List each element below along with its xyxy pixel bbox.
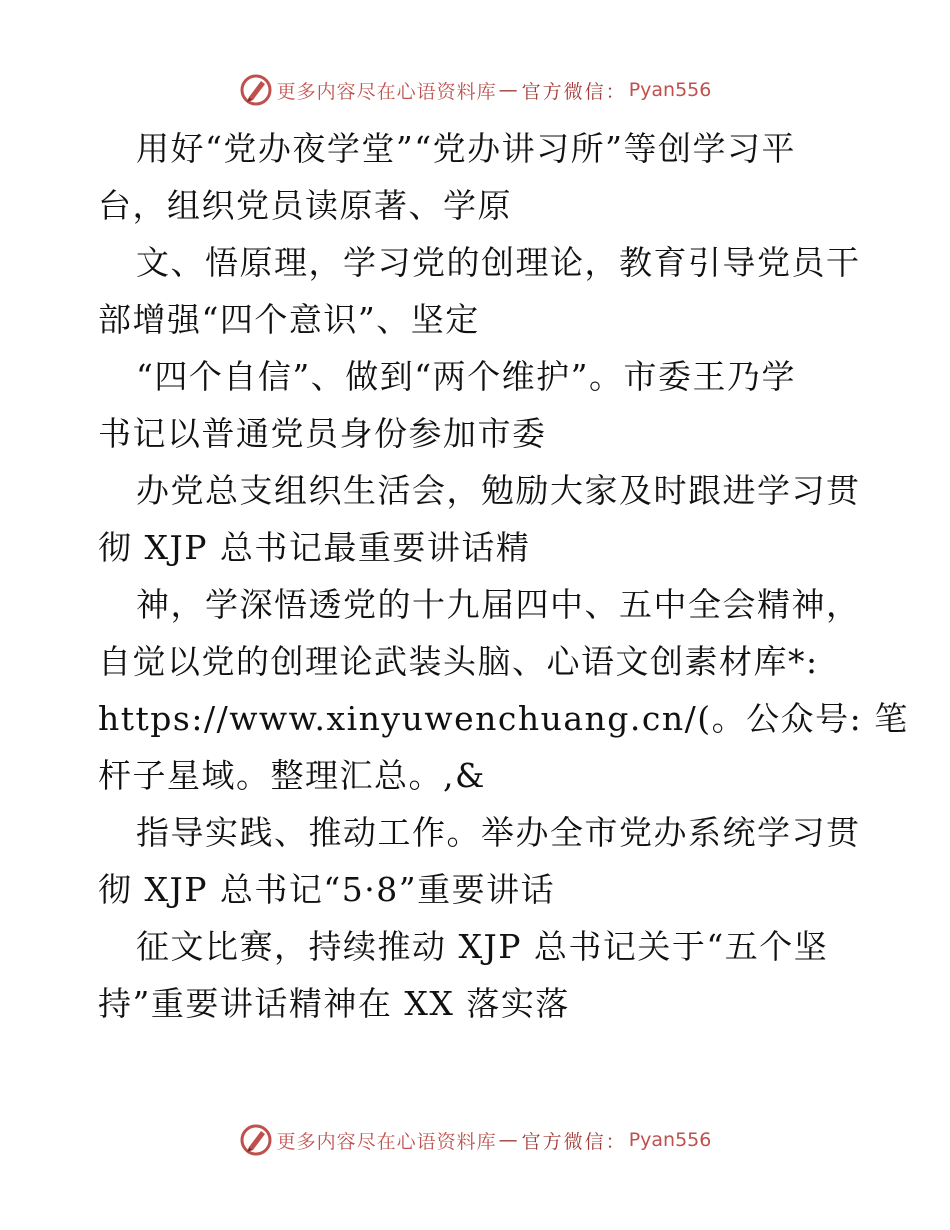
watermark-text: 更多内容尽在心语资料库 xyxy=(276,80,497,103)
logo-pen-icon xyxy=(239,73,273,107)
paragraph-5: 神，学深悟透党的十九届四中、五中全会精神， 自觉以党的创理论武装头脑、心语文创素材库*: https://www.xinyuwenchuang.cn/(。公众号: 笔 杆子星域。整理汇总。,& xyxy=(98,585,909,795)
watermark-text: 更多内容尽在心语资料库 xyxy=(276,1130,497,1153)
logo-pen-icon xyxy=(239,1123,273,1157)
paragraph-1: 用好“党办夜学堂”“党办讲习所”等创学习平 台，组织党员读原著、学原 xyxy=(98,129,796,225)
document-body xyxy=(98,120,909,1032)
footer-watermark xyxy=(0,1123,950,1157)
paragraph-2: 文、悟原理，学习党的创理论，教育引导党员干 部增强“四个意识”、坚定 xyxy=(98,243,861,339)
watermark-wechat-label: 官方微信： xyxy=(521,80,627,103)
watermark-dash: — xyxy=(498,79,520,101)
watermark-handle: Pyan556 xyxy=(628,1129,712,1151)
paragraph-3: “四个自信”、做到“两个维护”。市委王乃学 书记以普通党员身份参加市委 xyxy=(98,357,796,453)
watermark-handle: Pyan556 xyxy=(628,79,712,101)
watermark-wechat-label: 官方微信： xyxy=(521,1130,627,1153)
paragraph-7: 征文比赛，持续推动 XJP 总书记关于“五个坚 持”重要讲话精神在 XX 落实落 xyxy=(98,927,829,1023)
watermark-dash: — xyxy=(498,1129,520,1151)
paragraph-4: 办党总支组织生活会，勉励大家及时跟进学习贯 彻 XJP 总书记最重要讲话精 xyxy=(98,471,861,567)
paragraph-6: 指导实践、推动工作。举办全市党办系统学习贯 彻 XJP 总书记“5·8”重要讲话 xyxy=(98,813,861,909)
url-text: https://www.xinyuwenchuang.cn/(。公众号: 笔 xyxy=(98,699,909,738)
header-watermark xyxy=(0,73,950,107)
